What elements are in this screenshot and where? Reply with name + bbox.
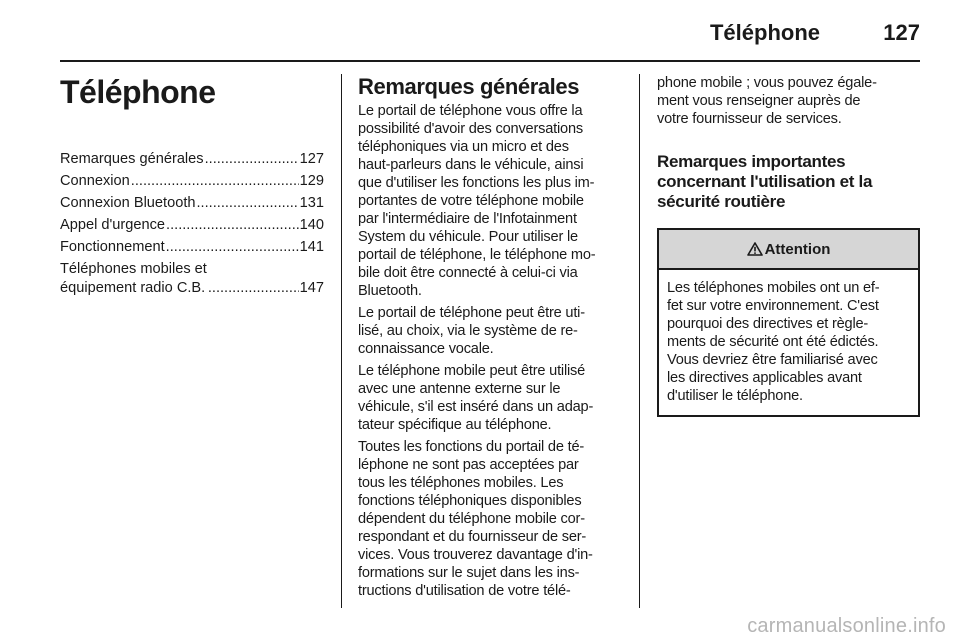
attention-text: Les téléphones mobiles ont un ef- fet sur votre environnement. C'est pourquoi des directives et règle- ments de sécurité ont été édictés. Vous devriez être familiarisé avec les directives applicables avant d'utiliser le téléphone.: [667, 280, 880, 404]
toc-entry[interactable]: [60, 172, 324, 191]
toc-entry-label: Appel d'urgence: [60, 217, 166, 233]
body-paragraph: Le portail de téléphone vous offre la possibilité d'avoir des conversations téléphoniques via un micro et des haut-parleurs dans le véhicule, ainsi que d'utiliser les fonctions les plus im- portantes de votre téléphone mobile par l'intermédiaire de l'Infotainment System du véhicule. Pour utiliser le portail de téléphone, le téléphone mo- bile doit être connecté à celui-ci via Bluetooth.: [358, 103, 596, 299]
toc-leader-dots: [205, 150, 299, 169]
toc-entry-label: Remarques générales: [60, 151, 204, 167]
page-number: 127: [883, 20, 920, 45]
watermark: carmanualsonline.info: [747, 615, 946, 637]
toc-entry-label: Fonctionnement: [60, 239, 165, 255]
page-header: [60, 14, 920, 62]
body-paragraph: Le portail de téléphone peut être uti- lisé, au choix, via le système de re- connaissance vocale.: [358, 305, 585, 357]
body-paragraph: Le téléphone mobile peut être utilisé avec une antenne externe sur le véhicule, s'il est inséré dans un adap- tateur spécifique au téléphone.: [358, 363, 594, 433]
toc-entry[interactable]: [60, 260, 324, 298]
toc-entry-page: 147: [299, 280, 324, 296]
toc-leader-dots: [197, 194, 299, 213]
running-title: Téléphone: [709, 20, 820, 45]
toc-leader-dots: [166, 238, 299, 257]
column-divider: [639, 74, 640, 608]
toc-entry[interactable]: [60, 150, 324, 169]
body-paragraph: Toutes les fonctions du portail de té- léphone ne sont pas acceptées par tous les téléphones mobiles. Les fonctions téléphoniques disponibles dépendent du téléphone mobile cor- respondant et du fournisseur de ser- vices. Vous trouverez davantage d'in- formations sur le sujet dans les ins- tructions d'utilisation de votre télé-: [358, 439, 593, 599]
toc-entry-label: Connexion: [60, 173, 130, 189]
attention-label: Attention: [764, 240, 831, 258]
toc-entry-page: 140: [299, 217, 324, 233]
table-of-contents: [60, 150, 324, 301]
toc-entry[interactable]: [60, 194, 324, 213]
subsection-heading: Remarques importantes concernant l'utilisation et la sécurité routière: [657, 152, 873, 211]
toc-entry-label: Connexion Bluetooth: [60, 195, 196, 211]
body-paragraph: phone mobile ; vous pouvez égale- ment vous renseigner auprès de votre fournisseur de services.: [657, 75, 877, 127]
toc-entry[interactable]: [60, 238, 324, 257]
toc-leader-dots: [131, 172, 299, 191]
toc-entry-label: Téléphones mobiles et équipement radio C.B.: [60, 261, 207, 296]
column-right: [657, 74, 920, 417]
attention-header: [659, 230, 918, 270]
toc-entry-page: 129: [299, 173, 324, 189]
toc-leader-dots: [166, 216, 299, 235]
toc-entry-page: 127: [299, 151, 324, 167]
toc-entry[interactable]: [60, 216, 324, 235]
attention-box: [657, 228, 920, 417]
toc-leader-dots: [208, 279, 299, 298]
section-heading: Remarques générales: [358, 74, 580, 99]
chapter-title: Téléphone: [60, 74, 216, 110]
column-divider: [341, 74, 342, 608]
toc-entry-page: 131: [299, 195, 324, 211]
warning-triangle-icon: [747, 242, 763, 256]
toc-entry-page: 141: [299, 239, 324, 255]
column-middle: [358, 74, 622, 604]
